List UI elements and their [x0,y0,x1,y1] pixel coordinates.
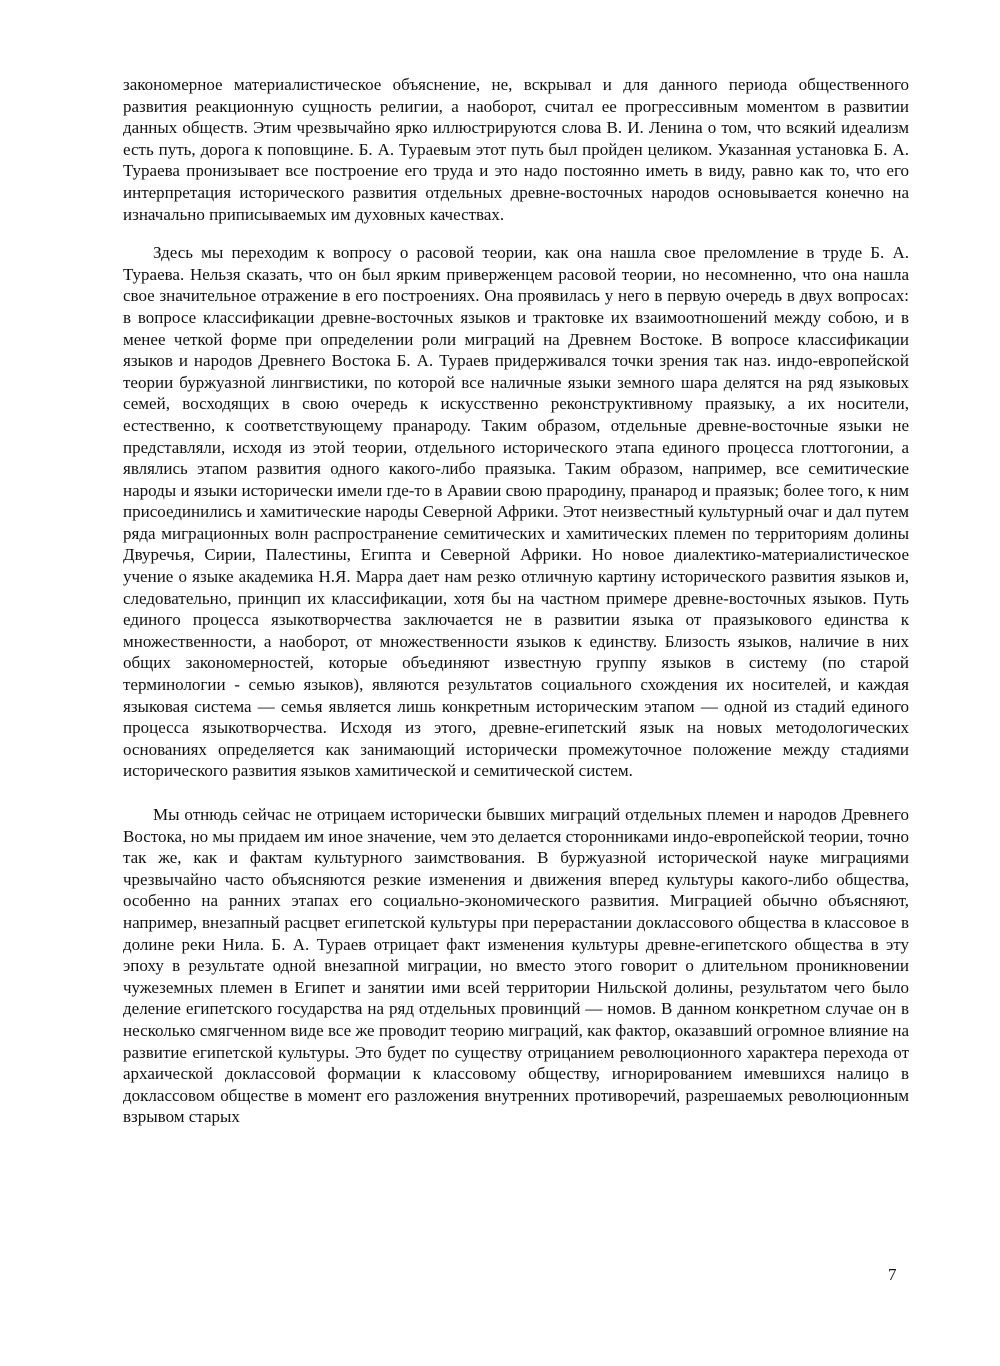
document-page [123,74,909,1128]
paragraph-1: закономерное материалистическое объяснение, не, вскрывал и для данного периода общественного развития реакционную сущность религии, а наоборот, считал ее прогрессивным моментом в развитии данных обществ. Этим чрезвычайно ярко иллюстрируются слова В. И. Ленина о том, что всякий идеализм есть путь, дорога к поповщине. Б. А. Тураевым этот путь был пройден целиком. Указанная установка Б. А. Тураева пронизывает все построение его труда и это надо постоянно иметь в виду, равно как то, что его интерпретация исторического развития отдельных древне-восточных народов основывается конечно на изначально приписываемых им духовных качествах. [123,75,909,224]
paragraph-spacer [123,782,909,804]
paragraph-2: Здесь мы переходим к вопросу о расовой теории, как она нашла свое преломление в труде Б. А. Тураева. Нельзя сказать, что он был ярким приверженцем расовой теории, но несомненно, что она нашла свое значительное отражение в его построениях. Она проявилась у него в первую очередь в двух вопросах: в вопросе классификации древне-восточных языков и трактовке их взаимоотношений между собою, и в менее четкой форме при определении роли миграций на Древнем Востоке. В вопросе классификации языков и народов Древнего Востока Б. А. Тураев придерживался точки зрения так наз. индо-европейской теории буржуазной лингвистики, по которой все наличные языки земного шара делятся на ряд языковых семей, восходящих в свою очередь к искусственно реконструктивному праязыку, а их носители, естественно, к соответствующему пранароду. Таким образом, отдельные древне-восточные языки не представляли, исходя из этой теории, отдельного исторического этапа единого процесса глоттогонии, а являлись этапом развития одного какого-либо праязыка. Таким образом, например, все семитические народы и языки исторически имели где-то в Аравии свою прародину, пранарод и праязык; более того, к ним присоединились и хамитические народы Северной Африки. Этот неизвестный культурный очаг и дал путем ряда миграционных волн распространение семитических и хамитических племен по территориям долины Двуречья, Сирии, Палестины, Египта и Северной Африки. Но новое диалектико-материалистическое учение о языке академика Н.Я. Марра дает нам резко отличную картину исторического развития языков и, следовательно, принцип их классификации, хотя бы на частном примере древне-восточных языков. Путь единого процесса языкотворчества заключается не в развитии языка от праязыкового единства к множественности, а наоборот, от множественности языков к единству. Близость языков, наличие в них общих закономерностей, которые объединяют известную группу языков в систему (по старой терминологии - семью языков), являются результатов социального схождения их носителей, и каждая языковая система — семья является лишь конкретным историческим этапом — одной из стадий единого процесса языкотворчества. Исходя из этого, древне-египетский язык на новых методологических основаниях определяется как занимающий исторически промежуточное положение между стадиями исторического развития языков хамитической и семитической систем. [123,243,909,781]
paragraph-3: Мы отнюдь сейчас не отрицаем исторически бывших миграций отдельных племен и народов Древнего Востока, но мы придаем им иное значение, чем это делается сторонниками индо-европейской теории, точно так же, как и фактам культурного заимствования. В буржуазной исторической науке миграциями чрезвычайно часто объясняются резкие изменения и движения вперед культуры какого-либо общества, особенно на ранних этапах его социально-экономического развития. Миграцией обычно объясняют, например, внезапный расцвет египетской культуры при перерастании доклассового общества в классовое в долине реки Нила. Б. А. Тураев отрицает факт изменения культуры древне-египетского общества в эту эпоху в результате одной внезапной миграции, но вместо этого говорит о длительном проникновении чужеземных племен в Египет и занятии ими всей территории Нильской долины, результатом чего было деление египетского государства на ряд отдельных провинций — номов. В данном конкретном случае он в несколько смягченном виде все же проводит теорию миграций, как фактор, оказавший огромное влияние на развитие египетской культуры. Это будет по существу отрицанием революционного характера перехода от архаической доклассовой формации к классовому обществу, игнорированием имевшихся налицо в доклассовом обществе в момент его разложения внутренних противоречий, разрешаемых революционным взрывом старых [123,805,909,1127]
page-number: 7 [888,1265,897,1284]
paragraph-spacer [123,225,909,242]
